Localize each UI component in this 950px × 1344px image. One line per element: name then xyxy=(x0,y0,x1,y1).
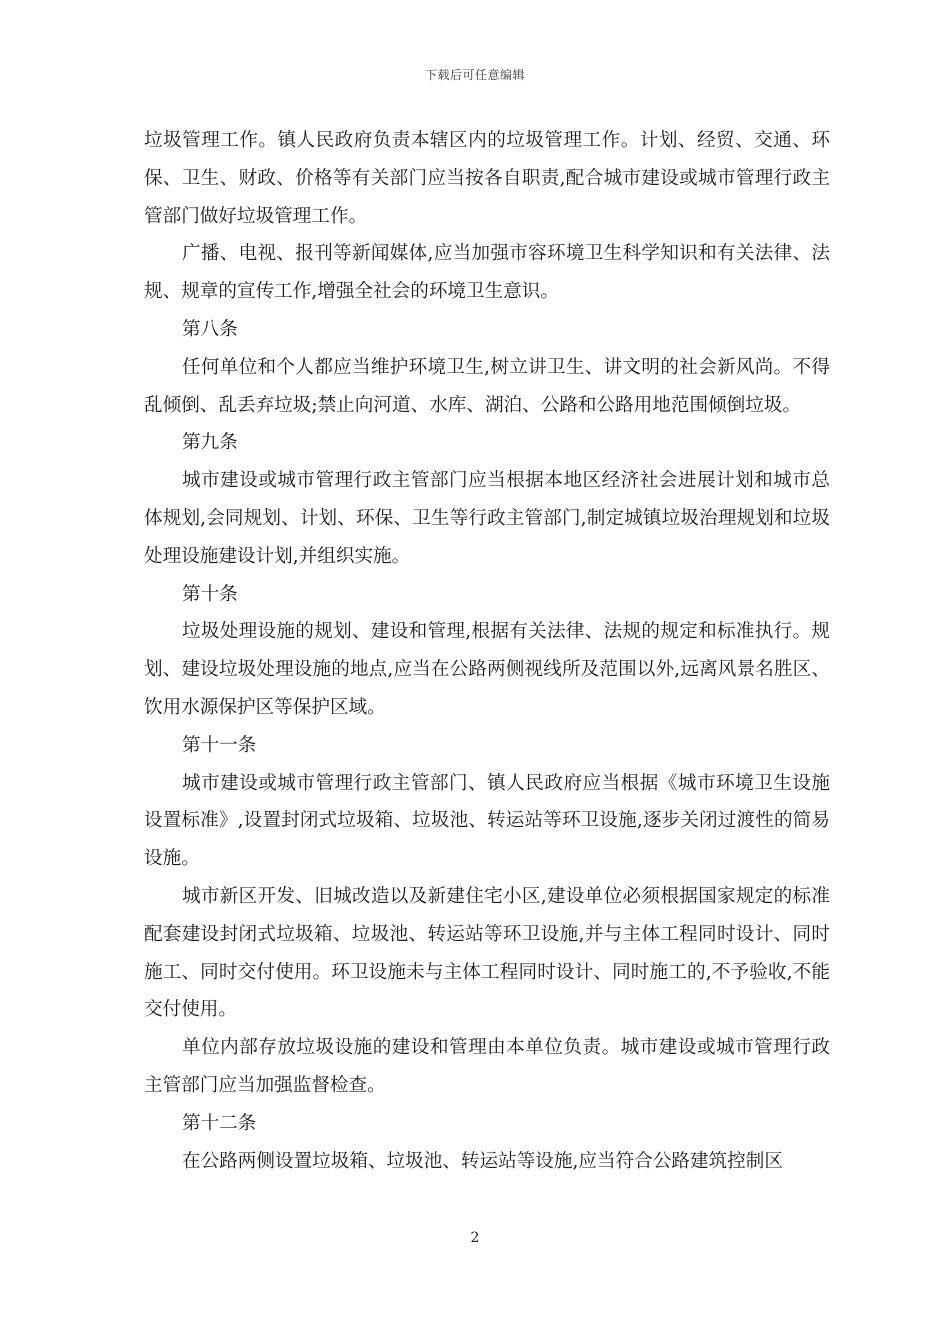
page-number: 2 xyxy=(470,1230,480,1246)
body-paragraph: 垃圾管理工作。镇人民政府负责本辖区内的垃圾管理工作。计划、经贸、交通、环保、卫生、财政、价格等有关部门应当按各自职责,配合城市建设或城市管理行政主管部门做好垃圾管理工作。 xyxy=(144,130,830,227)
body-paragraph: 广播、电视、报刊等新闻媒体,应当加强市容环境卫生科学知识和有关法律、法规、规章的宣传工作,增强全社会的环境卫生意识。 xyxy=(144,243,830,303)
article-heading: 第九条 xyxy=(182,432,238,454)
document-body xyxy=(144,122,830,1180)
article-heading: 第八条 xyxy=(182,318,238,340)
body-paragraph: 城市新区开发、旧城改造以及新建住宅小区,建设单位必须根据国家规定的标准配套建设封闭式垃圾箱、垃圾池、转运站等环卫设施,并与主体工程同时设计、同时施工、同时交付使用。环卫设施未与主体工程同时设计、同时施工的,不予验收,不能交付使用。 xyxy=(144,885,830,1021)
body-paragraph: 任何单位和个人都应当维护环境卫生,树立讲卫生、讲文明的社会新风尚。不得乱倾倒、乱丢弃垃圾;禁止向河道、水库、湖泊、公路和公路用地范围倾倒垃圾。 xyxy=(144,356,830,416)
body-paragraph: 城市建设或城市管理行政主管部门应当根据本地区经济社会进展计划和城市总体规划,会同规划、计划、环保、卫生等行政主管部门,制定城镇垃圾治理规划和垃圾处理设施建设计划,并组织实施。 xyxy=(144,470,830,567)
body-paragraph: 单位内部存放垃圾设施的建设和管理由本单位负责。城市建设或城市管理行政主管部门应当加强监督检查。 xyxy=(144,1037,830,1096)
body-paragraph: 在公路两侧设置垃圾箱、垃圾池、转运站等设施,应当符合公路建筑控制区 xyxy=(182,1150,783,1172)
article-heading: 第十二条 xyxy=(182,1112,257,1134)
article-heading: 第十条 xyxy=(182,583,238,605)
body-paragraph: 垃圾处理设施的规划、建设和管理,根据有关法律、法规的规定和标准执行。规划、建设垃圾处理设施的地点,应当在公路两侧视线所及范围以外,远离风景名胜区、饮用水源保护区等保护区域。 xyxy=(144,621,830,718)
body-paragraph: 城市建设或城市管理行政主管部门、镇人民政府应当根据《城市环境卫生设施设置标准》,设置封闭式垃圾箱、垃圾池、转运站等环卫设施,逐步关闭过渡性的简易设施。 xyxy=(144,772,830,870)
page-header: 下载后可任意编辑 xyxy=(424,68,525,82)
article-heading: 第十一条 xyxy=(182,734,257,756)
